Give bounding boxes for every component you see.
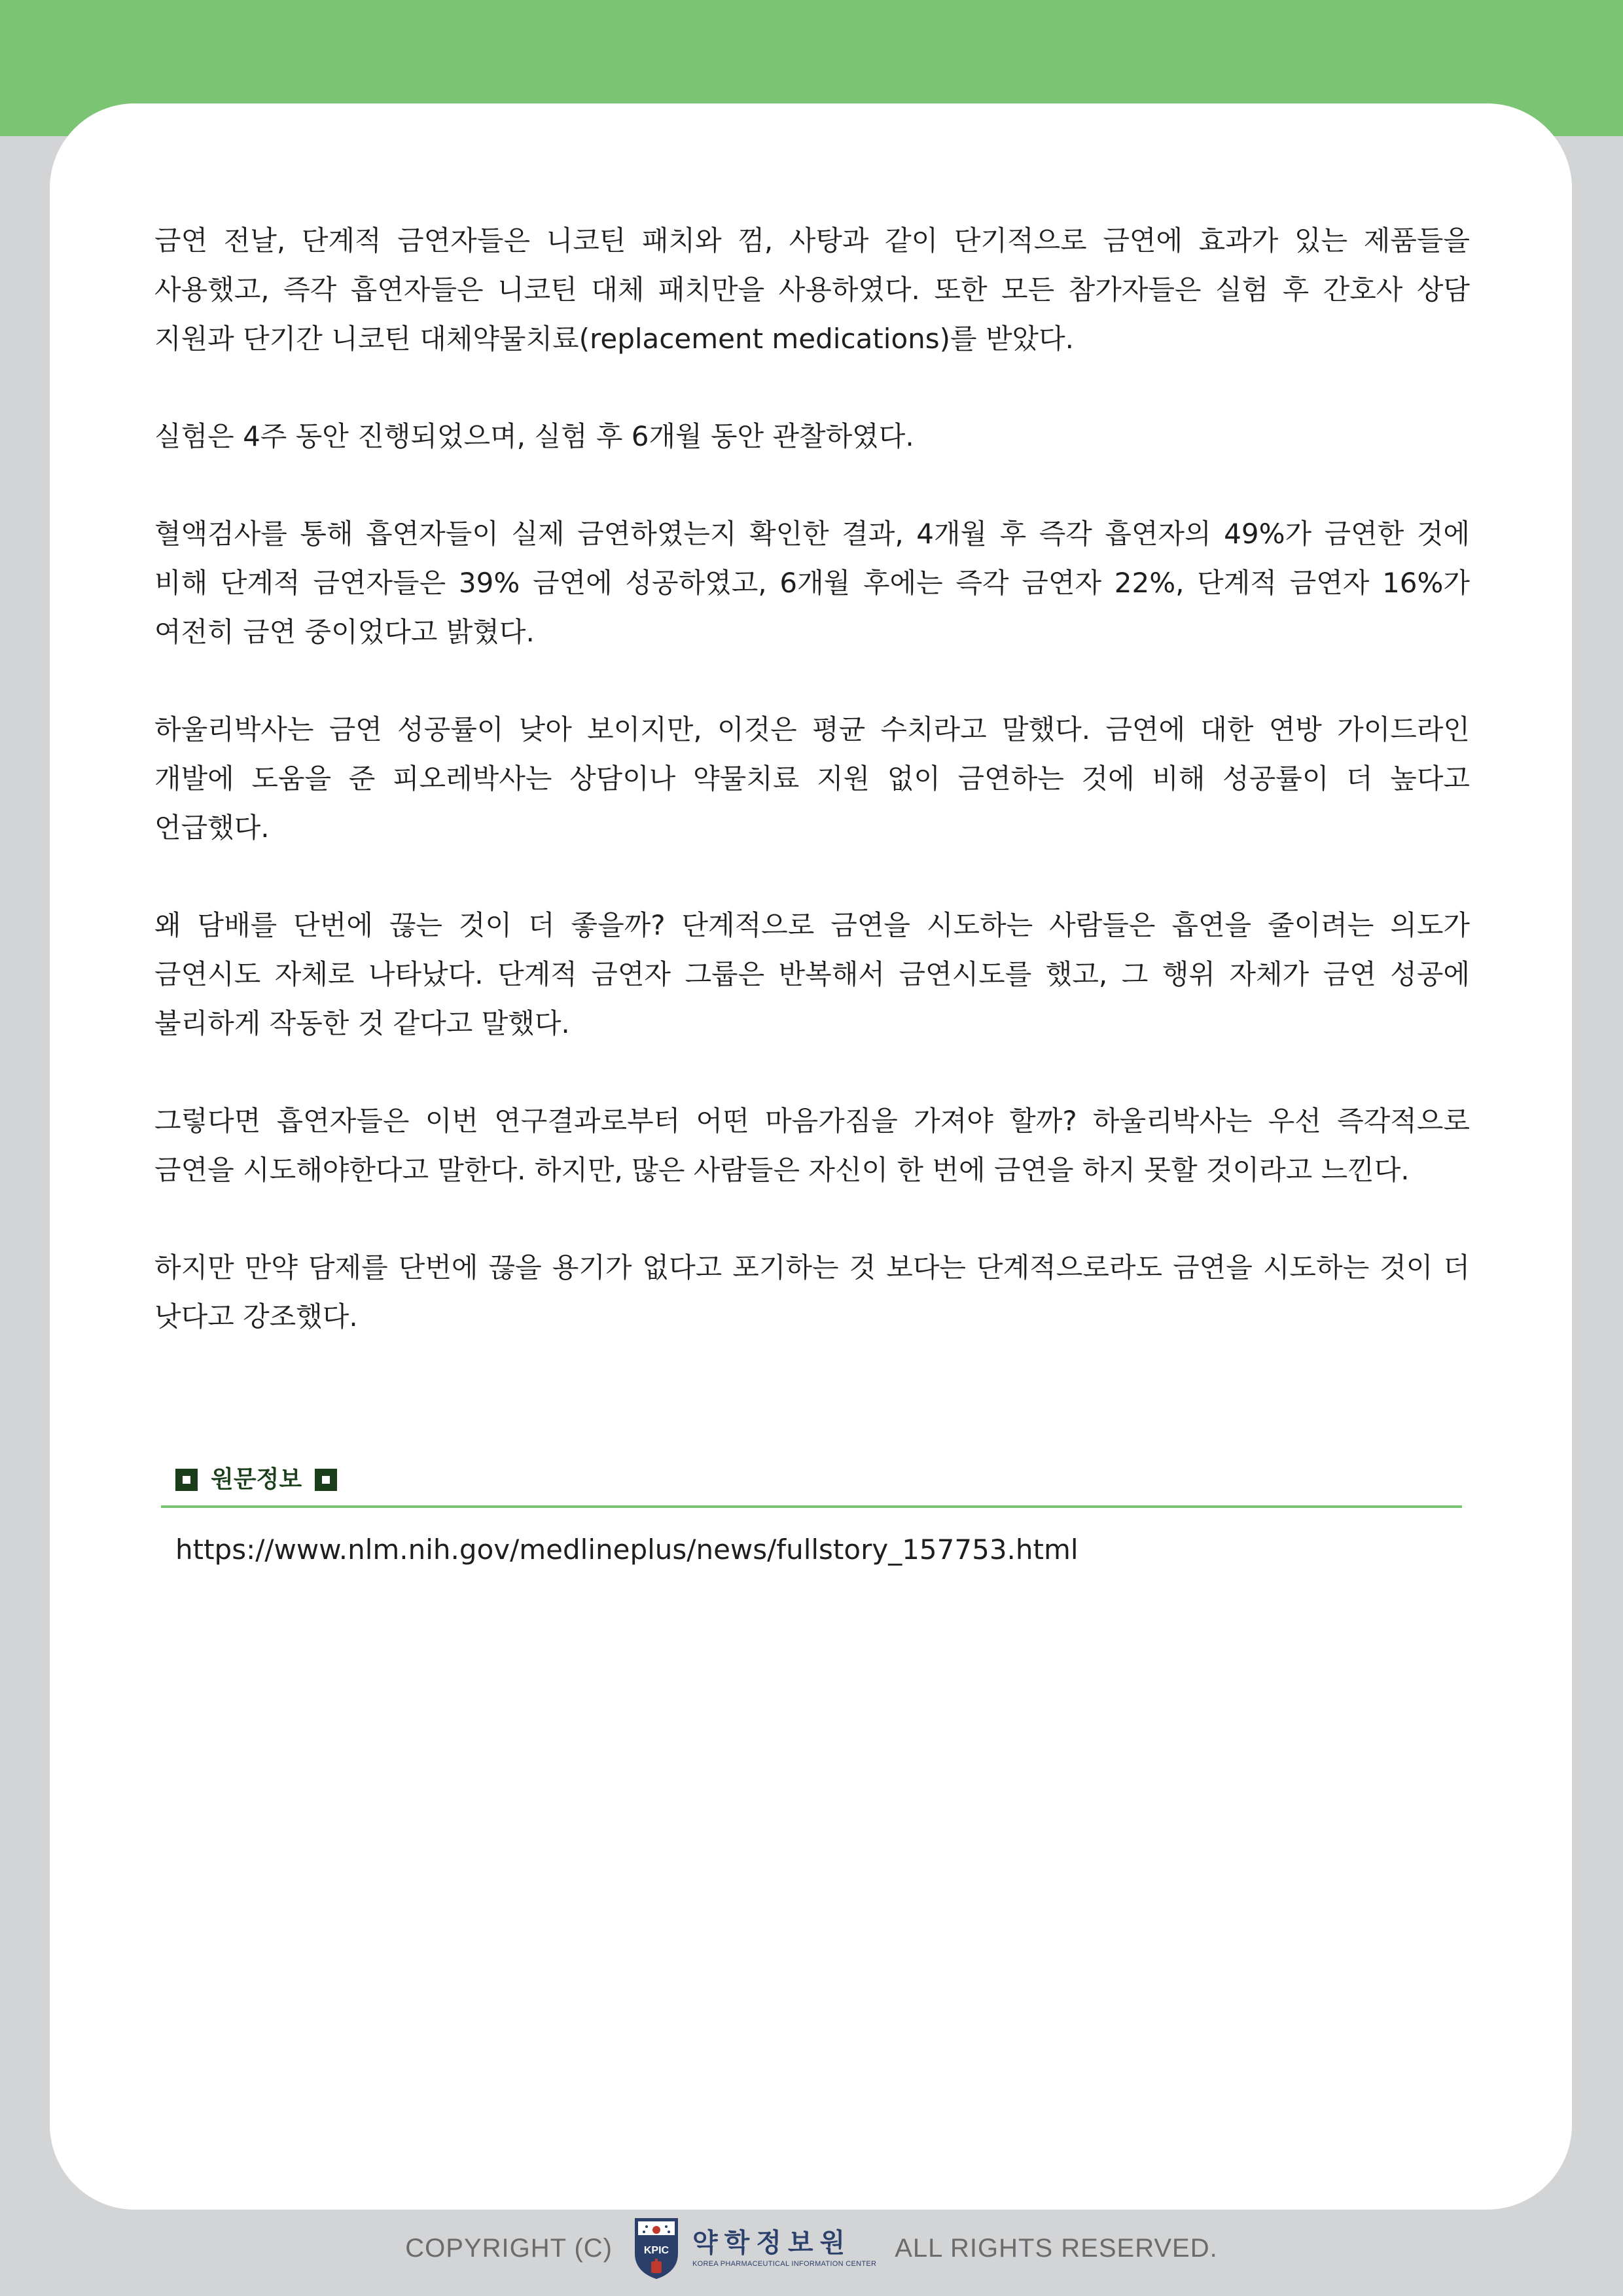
logo-name-english: KOREA PHARMACEUTICAL INFORMATION CENTER: [692, 2260, 877, 2268]
logo-badge-text: KPIC: [643, 2245, 669, 2256]
kpic-logo: [631, 2215, 876, 2281]
source-info-section: [161, 1463, 1462, 1570]
square-bullet-icon: [315, 1469, 337, 1491]
source-divider: [161, 1505, 1462, 1508]
paragraph: 하지만 만약 담제를 단번에 끊을 용기가 없다고 포기하는 것 보다는 단계적으로라도 금연을 시도하는 것이 더 낫다고 강조했다.: [154, 1251, 1470, 1333]
paragraph: 금연 전날, 단계적 금연자들은 니코틴 패치와 껌, 사탕과 같이 단기적으로 금연에 효과가 있는 제품들을 사용했고, 즉각 흡연자들은 니코틴 대체 패치만을 사용하였다. 또한 모든 참가자들은 실험 후 간호사 상담 지원과 단기간 니코틴 대체약물치료(replacement medications)를 받았다.: [154, 224, 1470, 355]
paragraph: 왜 담배를 단번에 끊는 것이 더 좋을까? 단계적으로 금연을 시도하는 사람들은 흡연을 줄이려는 의도가 금연시도 자체로 나타났다. 단계적 금연자 그룹은 반복해서 금연시도를 했고, 그 행위 자체가 금연 성공에 불리하게 작동한 것 같다고 말했다.: [154, 909, 1470, 1039]
rights-text: ALL RIGHTS RESERVED.: [895, 2233, 1218, 2263]
logo-name-korean: 약학정보원: [692, 2228, 852, 2258]
paragraph: 하울리박사는 금연 성공률이 낮아 보이지만, 이것은 평균 수치라고 말했다. 금연에 대한 연방 가이드라인 개발에 도움을 준 피오레박사는 상담이나 약물치료 지원 없이 금연하는 것에 비해 성공률이 더 높다고 언급했다.: [154, 713, 1470, 844]
paragraph: 실험은 4주 동안 진행되었으며, 실험 후 6개월 동안 관찰하였다.: [154, 420, 914, 452]
source-info-title: 원문정보: [211, 1466, 302, 1493]
paragraph: 혈액검사를 통해 흡연자들이 실제 금연하였는지 확인한 결과, 4개월 후 즉각 흡연자의 49%가 금연한 것에 비해 단계적 금연자들은 39% 금연에 성공하였고, 6개월 후에는 즉각 금연자 22%, 단계적 금연자 16%가 여전히 금연 중이었다고 밝혔다.: [154, 518, 1470, 648]
square-bullet-icon: [175, 1469, 198, 1491]
source-info-header: [161, 1463, 1462, 1496]
paragraph: 그렇다면 흡연자들은 이번 연구결과로부터 어떤 마음가짐을 가져야 할까? 하울리박사는 우선 즉각적으로 금연을 시도해야한다고 말한다. 하지만, 많은 사람들은 자신이 한 번에 금연을 하지 못할 것이라고 느낀다.: [154, 1105, 1470, 1186]
footer: [0, 2212, 1623, 2284]
source-url-link[interactable]: https://www.nlm.nih.gov/medlineplus/news/fullstory_157753.html: [175, 1534, 1079, 1566]
kpic-emblem-icon: [631, 2215, 682, 2281]
copyright-text: COPYRIGHT (C): [405, 2233, 613, 2263]
article-body: [154, 216, 1470, 1341]
